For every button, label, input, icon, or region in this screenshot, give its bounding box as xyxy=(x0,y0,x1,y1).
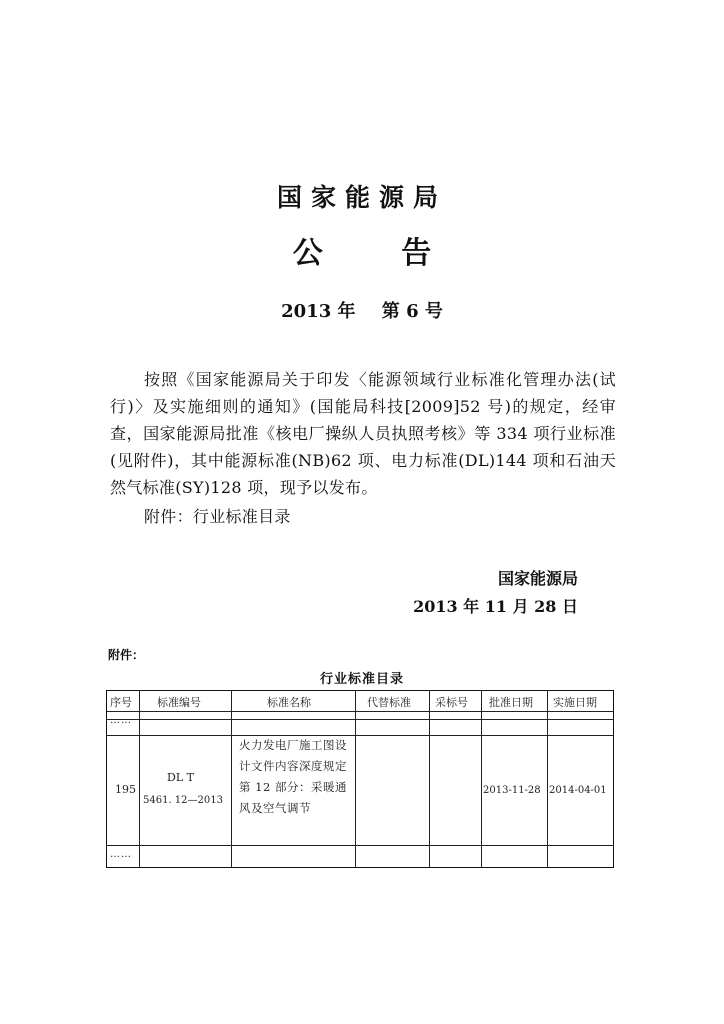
column-divider xyxy=(355,691,356,867)
header-adopted: 采标号 xyxy=(435,696,468,709)
notice-number xyxy=(0,297,724,323)
signature-date: 2013 年 11 月 28 日 xyxy=(413,597,578,616)
column-divider xyxy=(481,691,482,867)
notice-year: 2013 年 xyxy=(281,301,356,322)
ellipsis-row-top: …… xyxy=(110,715,132,726)
standards-table xyxy=(106,690,614,868)
row-divider xyxy=(107,711,613,712)
issuing-org-title: 国家能源局 xyxy=(276,183,447,212)
row-code-line1: DL T xyxy=(167,771,194,784)
attachment-label: 附件： xyxy=(108,648,145,662)
row-code-line2: 5461. 12—2013 xyxy=(143,795,223,806)
row-approve-date: 2013-11-28 xyxy=(483,785,541,796)
row-standard-name: 火力发电厂施工图设计文件内容深度规定 第 12 部分：采暖通风及空气调节 xyxy=(239,738,347,815)
column-divider xyxy=(547,691,548,867)
header-code: 标准编号 xyxy=(157,696,201,709)
column-divider xyxy=(139,691,140,867)
signature-org: 国家能源局 xyxy=(497,569,578,588)
header-effective-date: 实施日期 xyxy=(553,696,597,709)
row-seq: 195 xyxy=(115,783,136,796)
header-replaced: 代替标准 xyxy=(367,696,411,709)
notice-issue-number: 第 6 号 xyxy=(381,301,443,322)
header-seq: 序号 xyxy=(110,696,132,709)
header-name: 标准名称 xyxy=(267,696,311,709)
ellipsis-row-bottom: …… xyxy=(110,849,132,860)
column-divider xyxy=(231,691,232,867)
notice-body-paragraph: 按照《国家能源局关于印发〈能源领域行业标准化管理办法(试行)〉及实施细则的通知》(国能局科技[2009]52 号)的规定，经审查，国家能源局批准《核电厂操纵人员执照考核》等 334 项行业标准(见附件)，其中能源标准(NB)62 项、电力标准(DL)144 项和石油天然气标准(SY)128 项，现予以发布。 xyxy=(110,370,616,497)
row-divider xyxy=(107,735,613,736)
row-divider xyxy=(107,719,613,720)
column-divider xyxy=(429,691,430,867)
header-approve-date: 批准日期 xyxy=(489,696,533,709)
row-divider xyxy=(107,845,613,846)
notice-title: 公 告 xyxy=(292,236,466,271)
table-title: 行业标准目录 xyxy=(319,672,404,687)
attachment-reference: 附件：行业标准目录 xyxy=(144,507,291,526)
row-effective-date: 2014-04-01 xyxy=(549,785,607,796)
